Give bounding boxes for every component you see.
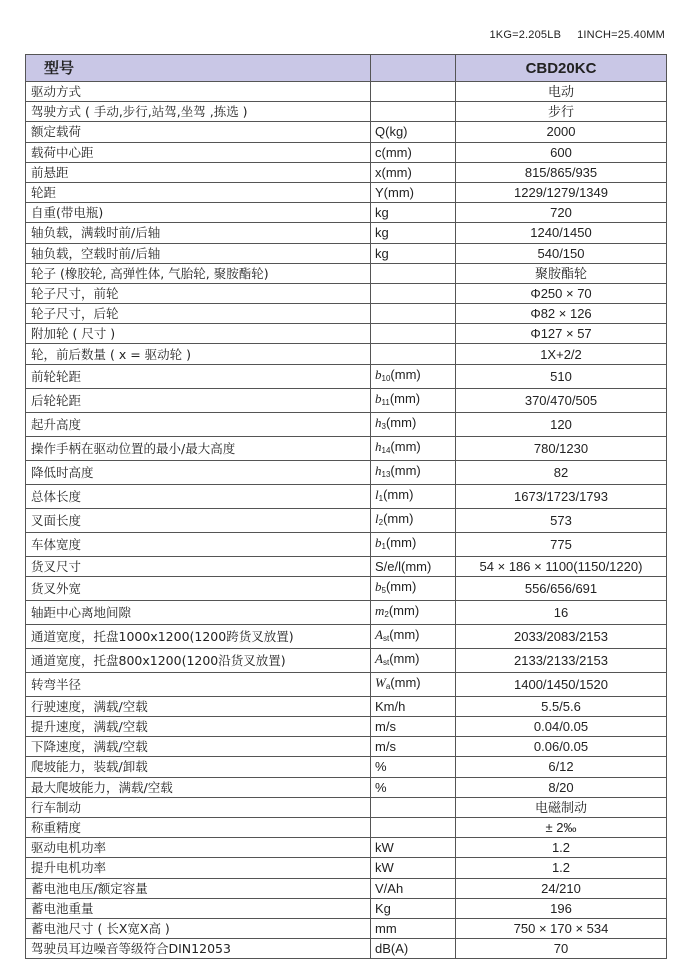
spec-name: 蓄电池电压/额定容量	[26, 878, 371, 898]
spec-name: 操作手柄在驱动位置的最小/最大高度	[26, 436, 371, 460]
spec-name: 货叉外宽	[26, 576, 371, 600]
unit-subscript: 1	[378, 493, 384, 503]
spec-unit: dB(A)	[371, 939, 456, 959]
unit-rest: (mm)	[385, 414, 417, 430]
spec-name: 通道宽度，托盘1000x1200(1200跨货叉放置)	[26, 624, 371, 648]
spec-value: 600	[456, 142, 667, 162]
spec-unit	[371, 82, 456, 102]
spec-name: 额定载荷	[26, 122, 371, 142]
inch-conversion: 1INCH=25.40MM	[577, 29, 665, 41]
unit-symbol: b	[375, 366, 382, 382]
spec-unit: kg	[371, 243, 456, 263]
spec-name: 称重精度	[26, 817, 371, 837]
spec-value: 8/20	[456, 777, 667, 797]
table-row	[26, 304, 667, 324]
spec-value: 16	[456, 600, 667, 624]
unit-subscript: 11	[381, 397, 390, 407]
spec-unit	[371, 388, 456, 412]
table-row	[26, 918, 667, 938]
spec-value: 1.2	[456, 838, 667, 858]
unit-symbol: m	[375, 602, 385, 618]
table-row	[26, 508, 667, 532]
spec-value: 2033/2083/2153	[456, 624, 667, 648]
spec-unit	[371, 484, 456, 508]
spec-unit	[371, 460, 456, 484]
spec-unit	[371, 263, 456, 283]
unit-symbol: h	[375, 438, 382, 454]
unit-rest: (mm)	[390, 462, 421, 478]
spec-unit: Y(mm)	[371, 182, 456, 202]
table-row	[26, 162, 667, 182]
unit-rest: (mm)	[389, 626, 420, 642]
spec-unit	[371, 283, 456, 303]
spec-unit	[371, 672, 456, 696]
spec-value: 780/1230	[456, 436, 667, 460]
table-row	[26, 532, 667, 556]
spec-value: 1X+2/2	[456, 344, 667, 364]
spec-value: 0.06/0.05	[456, 737, 667, 757]
spec-unit	[371, 576, 456, 600]
spec-value: 6/12	[456, 757, 667, 777]
spec-value: ± 2‰	[456, 817, 667, 837]
spec-name: 轮子尺寸，前轮	[26, 283, 371, 303]
unit-rest: (mm)	[383, 486, 414, 502]
spec-name: 前轮轮距	[26, 364, 371, 388]
model-name: CBD20KC	[456, 55, 667, 82]
spec-unit	[371, 797, 456, 817]
table-row	[26, 858, 667, 878]
spec-value: 0.04/0.05	[456, 717, 667, 737]
spec-unit	[371, 102, 456, 122]
spec-value: 196	[456, 898, 667, 918]
table-row	[26, 484, 667, 508]
spec-value: 聚胺酯轮	[456, 263, 667, 283]
spec-value: 775	[456, 532, 667, 556]
unit-rest: (mm)	[383, 510, 414, 526]
spec-value: 556/656/691	[456, 576, 667, 600]
unit-symbol: b	[375, 578, 382, 594]
spec-name: 爬坡能力，装载/卸载	[26, 757, 371, 777]
spec-name: 轴距中心离地间隙	[26, 600, 371, 624]
spec-value: 1.2	[456, 858, 667, 878]
spec-value: Φ250 × 70	[456, 283, 667, 303]
spec-unit	[371, 324, 456, 344]
spec-unit: %	[371, 777, 456, 797]
spec-name: 驱动电机功率	[26, 838, 371, 858]
table-row	[26, 600, 667, 624]
unit-subscript: 14	[381, 445, 391, 455]
table-row	[26, 364, 667, 388]
table-row	[26, 696, 667, 716]
spec-name: 轮子 (橡胶轮, 高弹性体, 气胎轮, 聚胺酯轮)	[26, 263, 371, 283]
spec-value: 5.5/5.6	[456, 696, 667, 716]
table-row	[26, 817, 667, 837]
unit-symbol: A	[375, 650, 383, 666]
unit-symbol: h	[375, 462, 382, 478]
spec-unit: kg	[371, 203, 456, 223]
spec-unit: kW	[371, 838, 456, 858]
table-row	[26, 460, 667, 484]
spec-value: 电磁制动	[456, 797, 667, 817]
unit-symbol: l	[375, 486, 379, 502]
table-row	[26, 182, 667, 202]
spec-unit: kg	[371, 223, 456, 243]
spec-unit: S/e/l(mm)	[371, 556, 456, 576]
table-row	[26, 263, 667, 283]
unit-symbol: b	[375, 534, 382, 550]
table-row	[26, 797, 667, 817]
spec-unit	[371, 532, 456, 556]
spec-name: 轮子尺寸，后轮	[26, 304, 371, 324]
table-row	[26, 388, 667, 412]
unit-subscript: 2	[378, 517, 384, 527]
unit-symbol: W	[375, 674, 386, 690]
spec-unit	[371, 600, 456, 624]
spec-name: 行驶速度，满载/空载	[26, 696, 371, 716]
spec-name: 轴负载，空载时前/后轴	[26, 243, 371, 263]
spec-value: 720	[456, 203, 667, 223]
table-row	[26, 344, 667, 364]
spec-table	[25, 54, 667, 959]
table-row	[26, 556, 667, 576]
header-unit	[371, 55, 456, 82]
table-row	[26, 737, 667, 757]
spec-name: 车体宽度	[26, 532, 371, 556]
table-row	[26, 122, 667, 142]
unit-subscript: 13	[381, 469, 391, 479]
spec-name: 后轮轮距	[26, 388, 371, 412]
spec-unit	[371, 364, 456, 388]
unit-subscript: 1	[381, 541, 386, 551]
spec-name: 下降速度，满载/空载	[26, 737, 371, 757]
table-row	[26, 102, 667, 122]
spec-name: 附加轮 ( 尺寸 )	[26, 324, 371, 344]
table-row	[26, 898, 667, 918]
spec-value: 电动	[456, 82, 667, 102]
unit-symbol: l	[375, 510, 379, 526]
unit-subscript: st	[382, 633, 390, 643]
spec-name: 起升高度	[26, 412, 371, 436]
spec-name: 轴负载，满载时前/后轴	[26, 223, 371, 243]
spec-value: 815/865/935	[456, 162, 667, 182]
spec-name: 转弯半径	[26, 672, 371, 696]
spec-name: 蓄电池尺寸 ( 长X宽X高 )	[26, 918, 371, 938]
spec-unit	[371, 508, 456, 532]
table-row	[26, 203, 667, 223]
spec-name: 驾驶员耳边噪音等级符合DIN12053	[26, 939, 371, 959]
table-row	[26, 412, 667, 436]
spec-unit: m/s	[371, 737, 456, 757]
table-row	[26, 624, 667, 648]
spec-unit	[371, 648, 456, 672]
table-row	[26, 777, 667, 797]
table-row	[26, 243, 667, 263]
spec-unit: Km/h	[371, 696, 456, 716]
spec-unit: x(mm)	[371, 162, 456, 182]
spec-name: 前悬距	[26, 162, 371, 182]
spec-value: 1400/1450/1520	[456, 672, 667, 696]
table-row	[26, 82, 667, 102]
spec-name: 自重(带电瓶)	[26, 203, 371, 223]
spec-value: 750 × 170 × 534	[456, 918, 667, 938]
spec-unit: Q(kg)	[371, 122, 456, 142]
header-label: 型号	[26, 55, 371, 82]
spec-value: 510	[456, 364, 667, 388]
spec-name: 货叉尺寸	[26, 556, 371, 576]
spec-unit	[371, 412, 456, 436]
spec-unit: kW	[371, 858, 456, 878]
table-row	[26, 838, 667, 858]
spec-name: 提升速度，满载/空载	[26, 717, 371, 737]
unit-symbol: b	[375, 390, 382, 406]
spec-unit: %	[371, 757, 456, 777]
spec-value: 2133/2133/2153	[456, 648, 667, 672]
unit-rest: (mm)	[389, 650, 420, 666]
spec-name: 载荷中心距	[26, 142, 371, 162]
unit-rest: (mm)	[389, 390, 421, 406]
spec-unit	[371, 624, 456, 648]
spec-value: 540/150	[456, 243, 667, 263]
spec-value: 1673/1723/1793	[456, 484, 667, 508]
spec-value: 步行	[456, 102, 667, 122]
spec-value: 120	[456, 412, 667, 436]
spec-name: 行车制动	[26, 797, 371, 817]
spec-value: 2000	[456, 122, 667, 142]
unit-rest: (mm)	[385, 578, 417, 594]
table-row	[26, 436, 667, 460]
spec-value: Φ82 × 126	[456, 304, 667, 324]
unit-subscript: 3	[381, 421, 386, 431]
unit-rest: (mm)	[385, 534, 417, 550]
unit-subscript: st	[382, 657, 390, 667]
spec-value: 573	[456, 508, 667, 532]
table-row	[26, 223, 667, 243]
table-row	[26, 717, 667, 737]
spec-name: 轮距	[26, 182, 371, 202]
spec-name: 蓄电池重量	[26, 898, 371, 918]
unit-rest: (mm)	[390, 366, 421, 382]
spec-value: 70	[456, 939, 667, 959]
spec-unit	[371, 304, 456, 324]
spec-name: 叉面长度	[26, 508, 371, 532]
table-row	[26, 672, 667, 696]
spec-value: 1229/1279/1349	[456, 182, 667, 202]
spec-unit	[371, 817, 456, 837]
table-row	[26, 324, 667, 344]
kg-conversion: 1KG=2.205LB	[489, 29, 562, 41]
header-row	[26, 55, 667, 82]
spec-value: 1240/1450	[456, 223, 667, 243]
spec-name: 提升电机功率	[26, 858, 371, 878]
spec-value: Φ127 × 57	[456, 324, 667, 344]
unit-subscript: 2	[384, 609, 389, 619]
spec-unit: V/Ah	[371, 878, 456, 898]
table-row	[26, 283, 667, 303]
spec-value: 24/210	[456, 878, 667, 898]
spec-name: 驾驶方式 ( 手动,步行,站驾,坐驾 ,拣选 )	[26, 102, 371, 122]
spec-name: 最大爬坡能力，满载/空载	[26, 777, 371, 797]
table-row	[26, 576, 667, 600]
unit-rest: (mm)	[388, 602, 420, 618]
spec-unit: c(mm)	[371, 142, 456, 162]
unit-subscript: a	[385, 681, 391, 691]
spec-unit: m/s	[371, 717, 456, 737]
spec-name: 降低时高度	[26, 460, 371, 484]
spec-value: 82	[456, 460, 667, 484]
spec-unit	[371, 436, 456, 460]
unit-subscript: 10	[381, 373, 391, 383]
spec-unit: Kg	[371, 898, 456, 918]
table-row	[26, 648, 667, 672]
unit-symbol: A	[375, 626, 383, 642]
unit-rest: (mm)	[390, 674, 421, 690]
spec-unit: mm	[371, 918, 456, 938]
spec-name: 驱动方式	[26, 82, 371, 102]
spec-value: 370/470/505	[456, 388, 667, 412]
unit-symbol: h	[375, 414, 382, 430]
spec-name: 总体长度	[26, 484, 371, 508]
unit-subscript: 5	[381, 585, 386, 595]
table-row	[26, 939, 667, 959]
unit-conversion-note	[489, 29, 665, 41]
table-row	[26, 878, 667, 898]
spec-name: 通道宽度，托盘800x1200(1200沿货叉放置)	[26, 648, 371, 672]
spec-name: 轮，前后数量 ( x = 驱动轮 )	[26, 344, 371, 364]
table-row	[26, 142, 667, 162]
unit-rest: (mm)	[390, 438, 421, 454]
spec-value: 54 × 186 × 1100(1150/1220)	[456, 556, 667, 576]
table-row	[26, 757, 667, 777]
spec-unit	[371, 344, 456, 364]
